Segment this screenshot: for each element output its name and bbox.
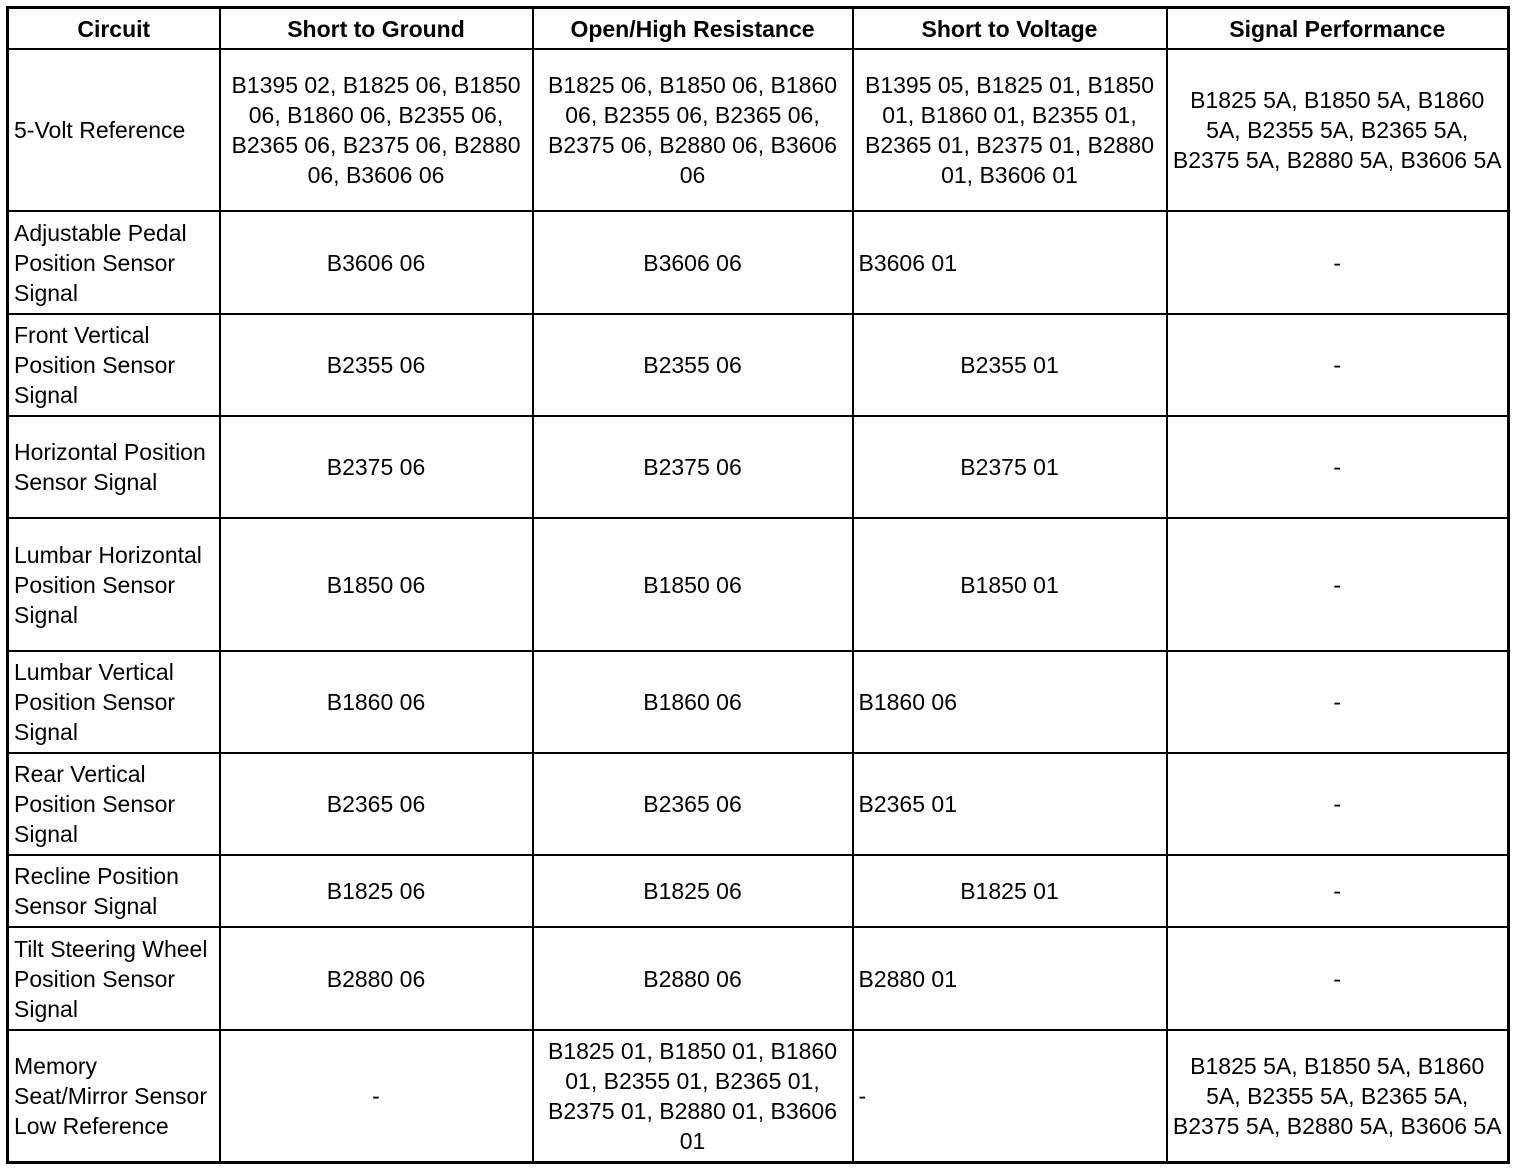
circuit-cell: Memory Seat/Mirror Sensor Low Reference: [8, 1030, 220, 1162]
signal-performance-cell: B1825 5A, B1850 5A, B1860 5A, B2355 5A, B2365 5A, B2375 5A, B2880 5A, B3606 5A: [1167, 1030, 1509, 1162]
header-signal-performance: Signal Performance: [1167, 8, 1509, 50]
open-high-resistance-cell: B2880 06: [533, 927, 853, 1030]
table-row: [8, 314, 1509, 416]
short-to-ground-cell: B1395 02, B1825 06, B1850 06, B1860 06, B2355 06, B2365 06, B2375 06, B2880 06, B3606 06: [220, 49, 533, 211]
circuit-cell: Rear Vertical Position Sensor Signal: [8, 753, 220, 855]
signal-performance-cell: -: [1167, 927, 1509, 1030]
short-to-ground-cell: B2375 06: [220, 416, 533, 518]
table-row: [8, 855, 1509, 927]
signal-performance-cell: -: [1167, 314, 1509, 416]
open-high-resistance-cell: B3606 06: [533, 211, 853, 314]
short-to-voltage-cell: B2880 01: [853, 927, 1167, 1030]
table-row: [8, 416, 1509, 518]
signal-performance-cell: -: [1167, 855, 1509, 927]
header-open-high-resistance: Open/High Resistance: [533, 8, 853, 50]
header-short-to-ground: Short to Ground: [220, 8, 533, 50]
open-high-resistance-cell: B2355 06: [533, 314, 853, 416]
circuit-cell: Front Vertical Position Sensor Signal: [8, 314, 220, 416]
short-to-ground-cell: B2880 06: [220, 927, 533, 1030]
short-to-voltage-cell: B1860 06: [853, 651, 1167, 753]
circuit-cell: Lumbar Horizontal Position Sensor Signal: [8, 518, 220, 651]
short-to-voltage-cell: B1395 05, B1825 01, B1850 01, B1860 01, B2355 01, B2365 01, B2375 01, B2880 01, B3606 01: [853, 49, 1167, 211]
short-to-ground-cell: B2365 06: [220, 753, 533, 855]
table-row: [8, 1030, 1509, 1162]
signal-performance-cell: B1825 5A, B1850 5A, B1860 5A, B2355 5A, B2365 5A, B2375 5A, B2880 5A, B3606 5A: [1167, 49, 1509, 211]
table-row: [8, 49, 1509, 211]
open-high-resistance-cell: B1825 06: [533, 855, 853, 927]
table-row: [8, 518, 1509, 651]
header-short-to-voltage: Short to Voltage: [853, 8, 1167, 50]
circuit-cell: Horizontal Position Sensor Signal: [8, 416, 220, 518]
circuit-cell: Tilt Steering Wheel Position Sensor Signal: [8, 927, 220, 1030]
short-to-ground-cell: B1860 06: [220, 651, 533, 753]
short-to-ground-cell: -: [220, 1030, 533, 1162]
short-to-voltage-cell: B2365 01: [853, 753, 1167, 855]
circuit-cell: Lumbar Vertical Position Sensor Signal: [8, 651, 220, 753]
short-to-voltage-cell: B3606 01: [853, 211, 1167, 314]
short-to-voltage-cell: B2355 01: [853, 314, 1167, 416]
short-to-voltage-cell: B1825 01: [853, 855, 1167, 927]
open-high-resistance-cell: B1850 06: [533, 518, 853, 651]
open-high-resistance-cell: B1860 06: [533, 651, 853, 753]
header-circuit: Circuit: [8, 8, 220, 50]
table-row: [8, 753, 1509, 855]
circuit-cell: Recline Position Sensor Signal: [8, 855, 220, 927]
signal-performance-cell: -: [1167, 416, 1509, 518]
short-to-voltage-cell: -: [853, 1030, 1167, 1162]
circuit-cell: Adjustable Pedal Position Sensor Signal: [8, 211, 220, 314]
short-to-voltage-cell: B1850 01: [853, 518, 1167, 651]
open-high-resistance-cell: B2365 06: [533, 753, 853, 855]
short-to-ground-cell: B3606 06: [220, 211, 533, 314]
signal-performance-cell: -: [1167, 211, 1509, 314]
short-to-ground-cell: B1850 06: [220, 518, 533, 651]
signal-performance-cell: -: [1167, 753, 1509, 855]
dtc-circuit-table: [6, 6, 1510, 1164]
open-high-resistance-cell: B1825 06, B1850 06, B1860 06, B2355 06, B2365 06, B2375 06, B2880 06, B3606 06: [533, 49, 853, 211]
open-high-resistance-cell: B2375 06: [533, 416, 853, 518]
short-to-ground-cell: B2355 06: [220, 314, 533, 416]
signal-performance-cell: -: [1167, 518, 1509, 651]
table-row: [8, 651, 1509, 753]
open-high-resistance-cell: B1825 01, B1850 01, B1860 01, B2355 01, B2365 01, B2375 01, B2880 01, B3606 01: [533, 1030, 853, 1162]
short-to-voltage-cell: B2375 01: [853, 416, 1167, 518]
signal-performance-cell: -: [1167, 651, 1509, 753]
short-to-ground-cell: B1825 06: [220, 855, 533, 927]
table-row: [8, 211, 1509, 314]
table-row: [8, 927, 1509, 1030]
circuit-cell: 5-Volt Reference: [8, 49, 220, 211]
table-header-row: [8, 8, 1509, 50]
